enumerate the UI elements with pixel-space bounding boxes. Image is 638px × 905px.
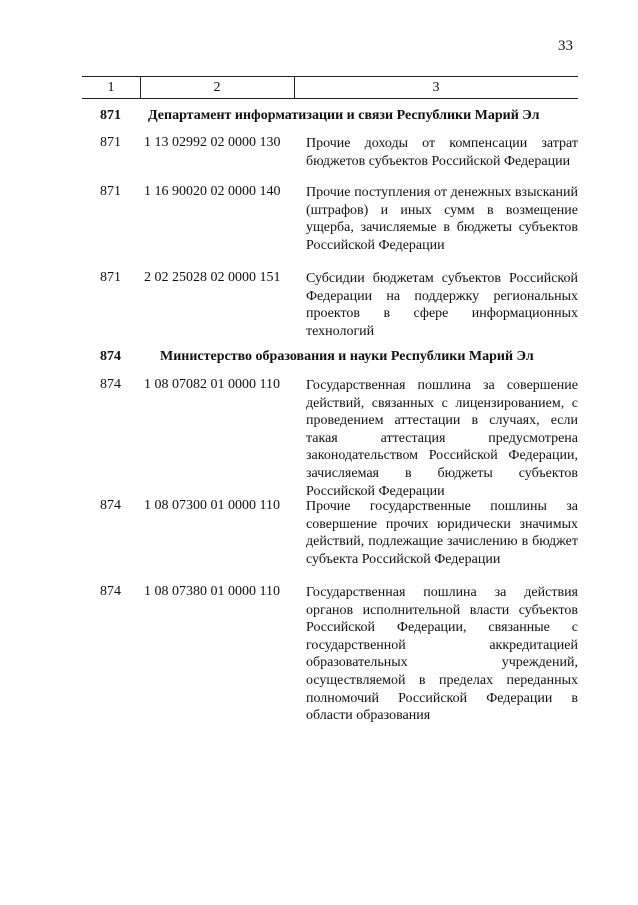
row-code: 871 <box>100 184 121 199</box>
row-kbk: 1 13 02992 02 0000 130 <box>144 135 281 150</box>
row-description: Прочие государственные пошлины за совершение прочих юридически значимых действий, подлежащие зачислению в бюджет субъекта Российской Федерации <box>306 499 578 567</box>
row-code: 874 <box>100 584 121 599</box>
row-kbk: 1 16 90020 02 0000 140 <box>144 184 281 199</box>
row-code: 871 <box>100 270 121 285</box>
row-kbk: 1 08 07380 01 0000 110 <box>144 584 280 599</box>
row-kbk: 1 08 07082 01 0000 110 <box>144 377 280 392</box>
header-col-3: 3 <box>432 80 440 95</box>
row-description: Субсидии бюджетам субъектов Российской Федерации на поддержку региональных проектов в сфере информационных технологий <box>306 271 578 339</box>
row-description: Государственная пошлина за действия органов исполнительной власти субъектов Российской Федерации, связанные с государственной аккредитацией образовательных учреждений, осуществляемой в пределах переданных полномочий Российской Федерации в области образования <box>306 585 578 724</box>
page-number: 33 <box>558 38 573 54</box>
row-code: 874 <box>100 377 121 392</box>
row-description: Прочие поступления от денежных взысканий (штрафов) и иных сумм в возмещение ущерба, зачисляемые в бюджеты субъектов Российской Федерации <box>306 185 578 253</box>
section-code: 871 <box>100 108 121 123</box>
row-description: Государственная пошлина за совершение действий, связанных с лицензированием, с проведением аттестации в случаях, если такая аттестация предусмотрена законодательством Российской Федерации, зачисляемая в бюджеты субъектов Российской Федерации <box>306 378 578 499</box>
section-code: 874 <box>100 349 121 364</box>
header-col-1: 1 <box>107 80 115 95</box>
header-divider <box>294 77 295 98</box>
table-header <box>82 76 578 99</box>
header-col-2: 2 <box>213 80 221 95</box>
row-code: 871 <box>100 135 121 150</box>
row-code: 874 <box>100 498 121 513</box>
header-divider <box>140 77 141 98</box>
section-title: Департамент информатизации и связи Республики Марий Эл <box>148 108 540 123</box>
row-kbk: 1 08 07300 01 0000 110 <box>144 498 280 513</box>
row-kbk: 2 02 25028 02 0000 151 <box>144 270 281 285</box>
row-description: Прочие доходы от компенсации затрат бюджетов субъектов Российской Федерации <box>306 136 578 169</box>
section-title: Министерство образования и науки Республики Марий Эл <box>160 349 534 364</box>
